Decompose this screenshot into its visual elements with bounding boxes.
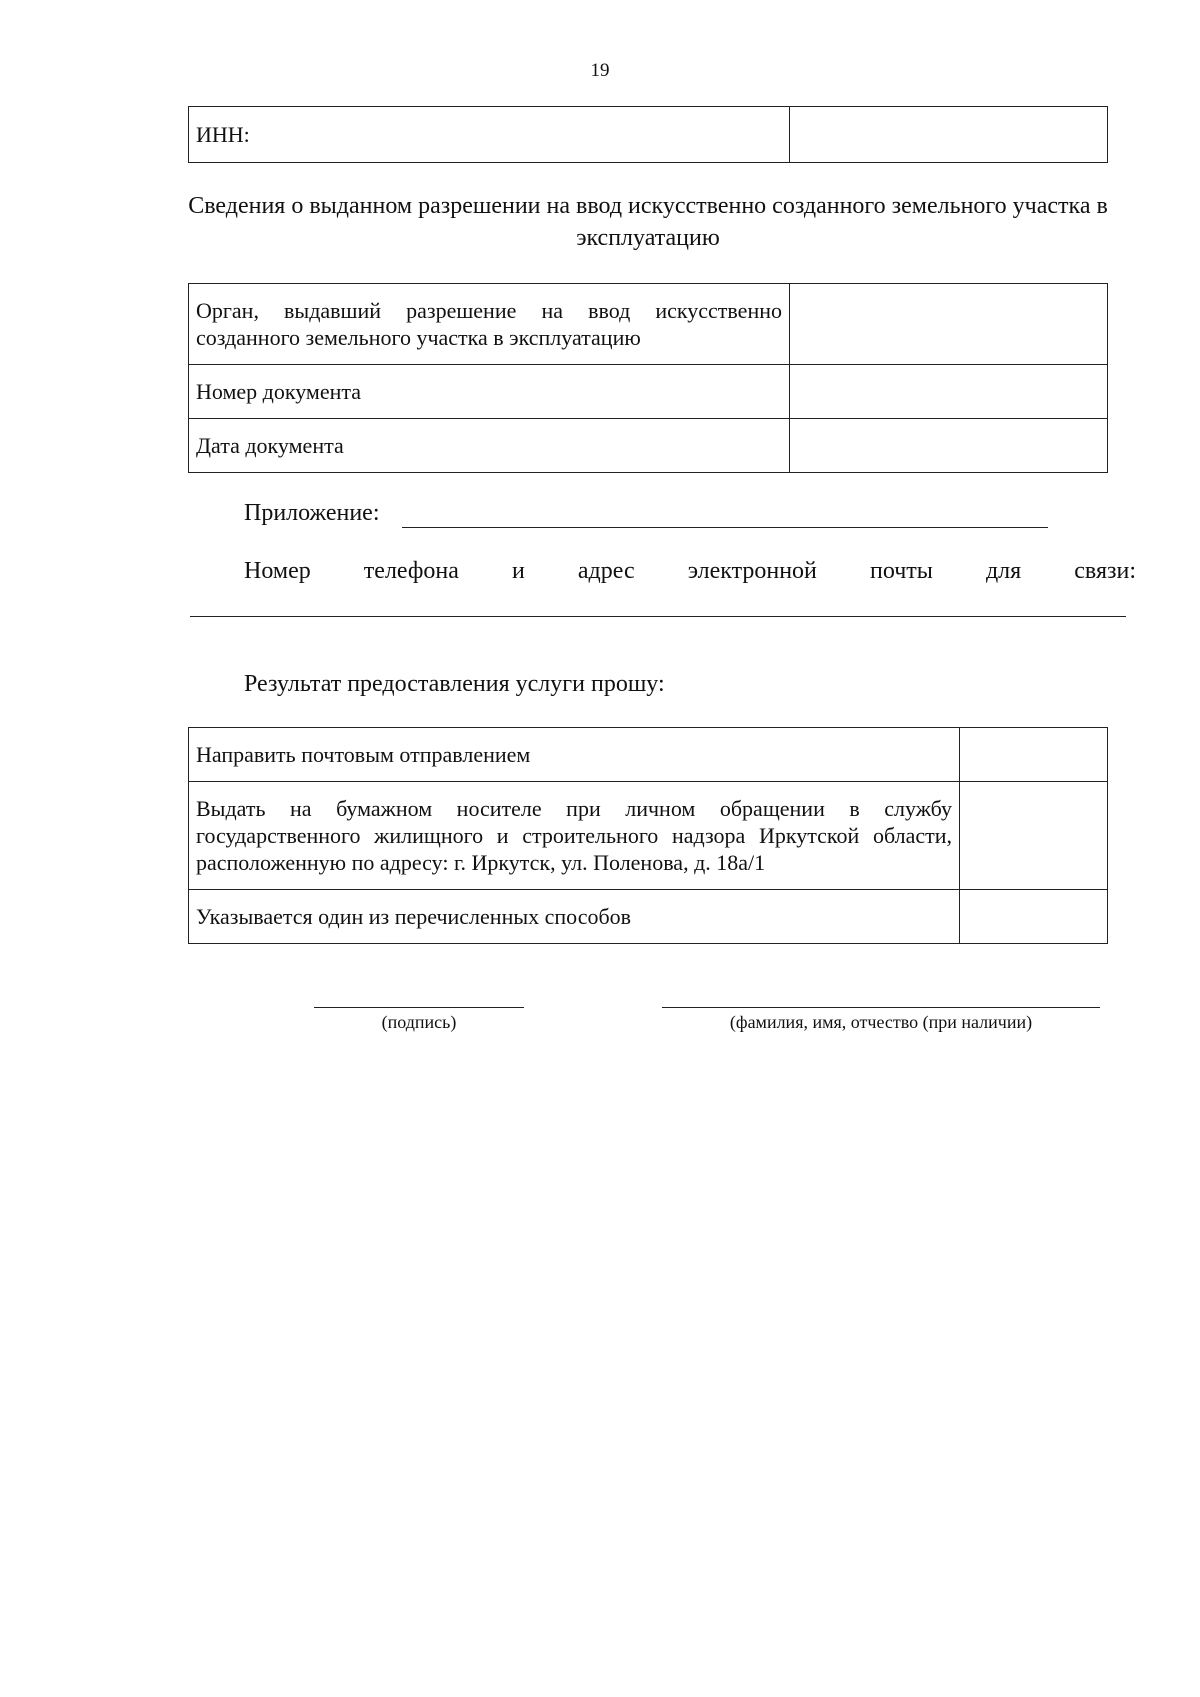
table-row [189,284,1108,365]
contact-label [244,556,1136,586]
table-row [189,890,1108,944]
permit-section-heading: Сведения о выданном разрешении на ввод искусственно созданного земельного участка в эксплуатацию [188,193,1108,251]
table-row [189,728,1108,782]
document-number-label: Номер документа [189,365,790,419]
attachment-label: Приложение: [244,500,380,526]
table-row [189,419,1108,473]
permit-issuer-label: Орган, выдавший разрешение на ввод искусственно созданного земельного участка в эксплуатацию [189,284,790,365]
page-number: 19 [590,60,610,81]
document-date-label: Дата документа [189,419,790,473]
permit-issuer-value-cell[interactable] [790,284,1108,365]
contact-word: связи: [1074,558,1136,584]
contact-word: Номер [244,558,311,584]
full-name-line[interactable] [662,1007,1100,1008]
permit-table [188,283,1108,473]
postal-delivery-checkbox-cell[interactable] [960,728,1108,782]
document-number-value-cell[interactable] [790,365,1108,419]
attachment-input-line[interactable] [402,527,1048,528]
method-note-cell[interactable] [960,890,1108,944]
contact-word: для [985,558,1022,584]
paper-pickup-label: Выдать на бумажном носителе при личном обращении в службу государственного жилищного и строительного надзора Иркутской области, расположенную по адресу: г. Иркутск, ул. Поленова, д. 18а/1 [189,782,960,890]
contact-word: телефона [363,558,459,584]
result-section-heading: Результат предоставления услуги прошу: [244,671,665,697]
inn-table [188,106,1108,163]
signature-line[interactable] [314,1007,524,1008]
result-method-table [188,727,1108,944]
contact-word: электронной [687,558,817,584]
postal-delivery-label: Направить почтовым отправлением [189,728,960,782]
method-note-label: Указывается один из перечисленных способов [189,890,960,944]
inn-value-cell[interactable] [790,107,1108,163]
contact-word: и [511,558,525,584]
contact-word: адрес [577,558,635,584]
inn-label: ИНН: [189,107,790,163]
paper-pickup-checkbox-cell[interactable] [960,782,1108,890]
contact-word: почты [869,558,933,584]
table-row [189,782,1108,890]
table-row [189,365,1108,419]
signature-caption: (подпись) [381,1012,457,1032]
inn-row [189,107,1108,163]
full-name-caption: (фамилия, имя, отчество (при наличии) [729,1012,1033,1032]
contact-input-line[interactable] [190,616,1126,617]
document-date-value-cell[interactable] [790,419,1108,473]
